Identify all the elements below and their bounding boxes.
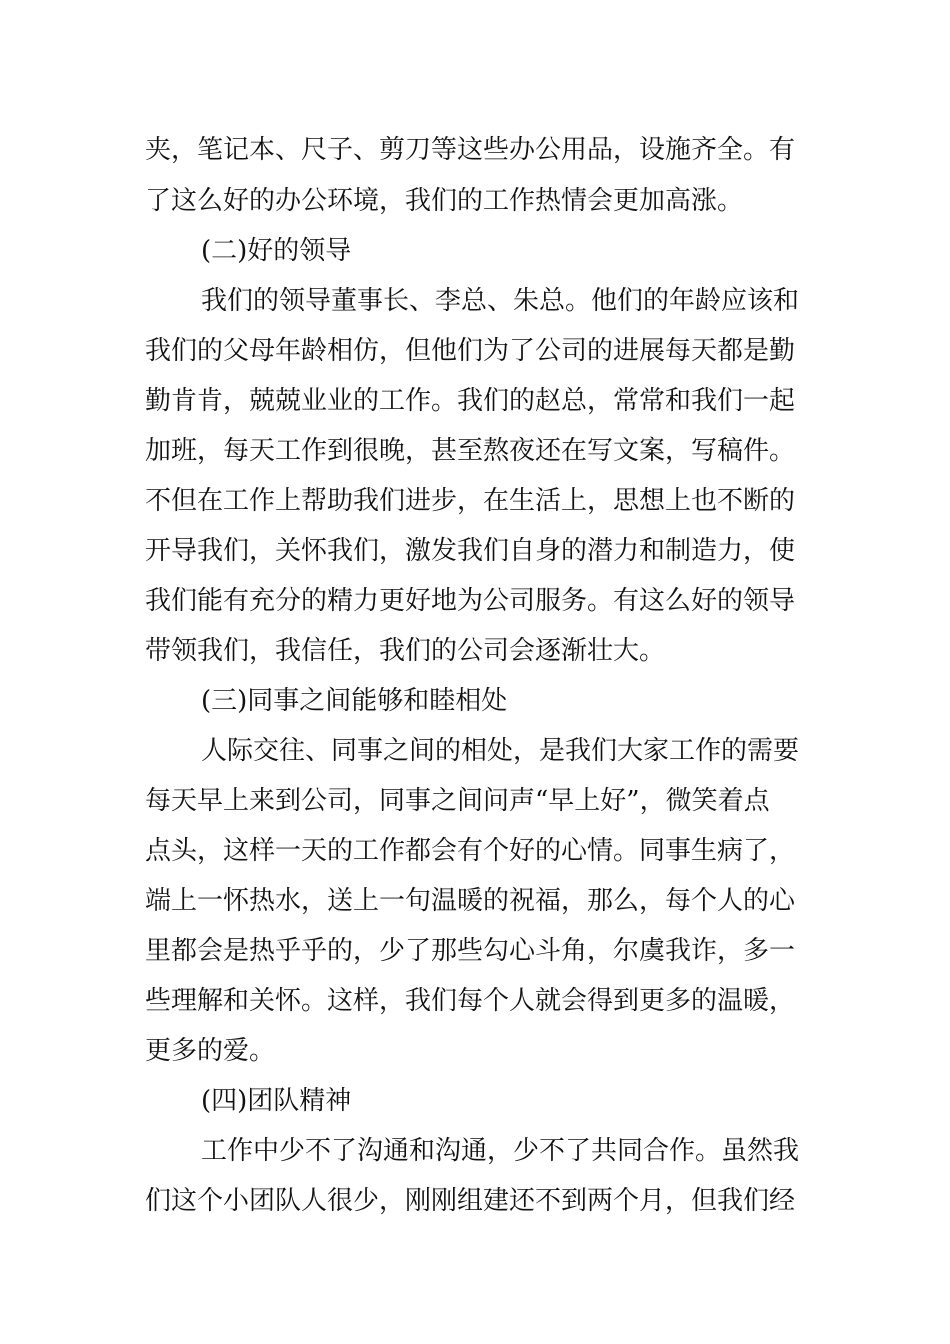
text-line: 我们的父母年龄相仿，但他们为了公司的进展每天都是勤 (145, 336, 796, 366)
text-line: 们这个小团队人很少，刚刚组建还不到两个月，但我们经 (145, 1186, 796, 1216)
text-line: 里都会是热乎乎的，少了那些勾心斗角，尔虞我诈，多一 (145, 936, 796, 966)
text-line: 我们能有充分的精力更好地为公司服务。有这么好的领导 (145, 586, 796, 616)
text-line: 不但在工作上帮助我们进步，在生活上，思想上也不断的 (145, 486, 796, 516)
text-line: 了这么好的办公环境，我们的工作热情会更加高涨。 (145, 186, 744, 216)
text-line: 些理解和关怀。这样，我们每个人就会得到更多的温暖， (145, 986, 796, 1016)
text-line: 更多的爱。 (145, 1036, 276, 1066)
text-line: 带领我们，我信任，我们的公司会逐渐壮大。 (145, 636, 666, 666)
section-heading: (四)团队精神 (201, 1086, 352, 1116)
text-line: 点头，这样一天的工作都会有个好的心情。同事生病了， (145, 836, 796, 866)
text-line: 开导我们，关怀我们，激发我们自身的潜力和制造力，使 (145, 536, 796, 566)
section-heading: (二)好的领导 (201, 236, 352, 266)
paragraph-start: 我们的领导董事长、李总、朱总。他们的年龄应该和 (201, 286, 800, 316)
text-line: 每天早上来到公司，同事之间问声“早上好”，微笑着点 (145, 786, 770, 816)
text-line: 加班，每天工作到很晚，甚至熬夜还在写文案，写稿件。 (145, 436, 796, 466)
text-line: 端上一怀热水，送上一句温暖的祝福，那么，每个人的心 (145, 886, 796, 916)
paragraph-start: 人际交往、同事之间的相处，是我们大家工作的需要 (201, 736, 800, 766)
text-line: 勤肯肯，兢兢业业的工作。我们的赵总，常常和我们一起 (145, 386, 796, 416)
text-line: 夹，笔记本、尺子、剪刀等这些办公用品，设施齐全。有 (145, 135, 796, 165)
paragraph-start: 工作中少不了沟通和沟通，少不了共同合作。虽然我 (201, 1136, 800, 1166)
section-heading: (三)同事之间能够和睦相处 (201, 686, 508, 716)
